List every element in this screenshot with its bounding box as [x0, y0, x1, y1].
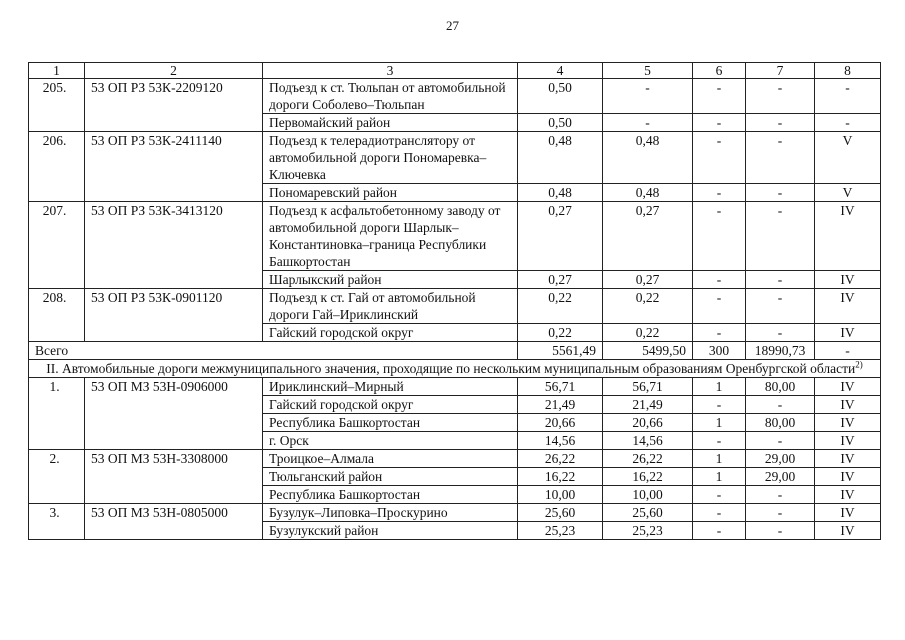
length-cell: 0,48 [518, 132, 603, 184]
length-cell: 21,49 [518, 396, 603, 414]
structures-length-cell: - [746, 114, 815, 132]
paved-length-cell: 0,22 [603, 324, 693, 342]
length-cell: 25,60 [518, 504, 603, 522]
category-cell: IV [815, 396, 881, 414]
category-cell: IV [815, 432, 881, 450]
length-cell: 56,71 [518, 378, 603, 396]
structures-count-cell: - [693, 202, 746, 271]
length-cell: 0,22 [518, 324, 603, 342]
paved-length-cell: 21,49 [603, 396, 693, 414]
length-cell: 26,22 [518, 450, 603, 468]
total-structures-length: 18990,73 [746, 342, 815, 360]
paved-length-cell: 0,48 [603, 184, 693, 202]
header-cell: 2 [85, 63, 263, 79]
category-cell: V [815, 184, 881, 202]
category-cell: IV [815, 289, 881, 324]
paved-length-cell: 26,22 [603, 450, 693, 468]
structures-count-cell: - [693, 486, 746, 504]
category-cell: IV [815, 202, 881, 271]
structures-length-cell: 29,00 [746, 468, 815, 486]
header-cell: 6 [693, 63, 746, 79]
structures-count-cell: - [693, 324, 746, 342]
total-paved-length: 5499,50 [603, 342, 693, 360]
structures-length-cell: - [746, 432, 815, 450]
road-name-cell: Республика Башкортостан [263, 414, 518, 432]
structures-length-cell: 29,00 [746, 450, 815, 468]
structures-count-cell: 1 [693, 414, 746, 432]
total-category: - [815, 342, 881, 360]
paved-length-cell: 0,27 [603, 202, 693, 271]
category-cell: IV [815, 324, 881, 342]
length-cell: 0,50 [518, 79, 603, 114]
road-name-cell: Подъезд к телерадиотранслятору от автомобильной дороги Пономаревка–Ключевка [263, 132, 518, 184]
structures-length-cell: - [746, 504, 815, 522]
paved-length-cell: - [603, 114, 693, 132]
roads-table [28, 62, 881, 540]
length-cell: 0,22 [518, 289, 603, 324]
structures-count-cell: - [693, 184, 746, 202]
total-length: 5561,49 [518, 342, 603, 360]
road-code-cell: 53 ОП РЗ 53К-2209120 [85, 79, 263, 132]
structures-count-cell: - [693, 132, 746, 184]
structures-count-cell: - [693, 271, 746, 289]
total-row [29, 342, 881, 360]
category-cell: - [815, 114, 881, 132]
table-row [29, 202, 881, 271]
structures-count-cell: - [693, 396, 746, 414]
category-cell: - [815, 79, 881, 114]
row-number-cell: 208. [29, 289, 85, 342]
road-name-cell: Республика Башкортостан [263, 486, 518, 504]
structures-length-cell: - [746, 486, 815, 504]
road-name-cell: Тюльганский район [263, 468, 518, 486]
structures-length-cell: 80,00 [746, 414, 815, 432]
category-cell: IV [815, 468, 881, 486]
length-cell: 25,23 [518, 522, 603, 540]
row-number-cell: 206. [29, 132, 85, 202]
table-row [29, 289, 881, 324]
length-cell: 0,48 [518, 184, 603, 202]
section-heading-row [29, 360, 881, 378]
table-row [29, 79, 881, 114]
footnote-mark: 2) [855, 359, 863, 370]
road-name-cell: Подъезд к асфальтобетонному заводу от автомобильной дороги Шарлык–Константиновка–граница Республики Башкортостан [263, 202, 518, 271]
road-code-cell: 53 ОП РЗ 53К-0901120 [85, 289, 263, 342]
road-code-cell: 53 ОП МЗ 53Н-0906000 [85, 378, 263, 450]
structures-length-cell: 80,00 [746, 378, 815, 396]
road-code-cell: 53 ОП РЗ 53К-2411140 [85, 132, 263, 202]
road-code-cell: 53 ОП МЗ 53Н-0805000 [85, 504, 263, 540]
category-cell: IV [815, 504, 881, 522]
structures-count-cell: - [693, 79, 746, 114]
total-structures-count: 300 [693, 342, 746, 360]
structures-count-cell: 1 [693, 468, 746, 486]
structures-count-cell: - [693, 522, 746, 540]
paved-length-cell: 0,27 [603, 271, 693, 289]
category-cell: V [815, 132, 881, 184]
road-name-cell: Троицкое–Алмала [263, 450, 518, 468]
road-code-cell: 53 ОП МЗ 53Н-3308000 [85, 450, 263, 504]
structures-length-cell: - [746, 396, 815, 414]
road-name-cell: Пономаревский район [263, 184, 518, 202]
length-cell: 10,00 [518, 486, 603, 504]
paved-length-cell: 10,00 [603, 486, 693, 504]
road-name-cell: Гайский городской округ [263, 324, 518, 342]
paved-length-cell: - [603, 79, 693, 114]
structures-count-cell: 1 [693, 450, 746, 468]
table-row [29, 450, 881, 468]
road-name-cell: г. Орск [263, 432, 518, 450]
header-cell: 7 [746, 63, 815, 79]
category-cell: IV [815, 271, 881, 289]
paved-length-cell: 0,48 [603, 132, 693, 184]
road-name-cell: Шарлыкский район [263, 271, 518, 289]
paved-length-cell: 56,71 [603, 378, 693, 396]
length-cell: 0,27 [518, 202, 603, 271]
structures-length-cell: - [746, 324, 815, 342]
table-row [29, 504, 881, 522]
structures-count-cell: - [693, 114, 746, 132]
total-label: Всего [29, 342, 518, 360]
structures-length-cell: - [746, 522, 815, 540]
structures-count-cell: - [693, 504, 746, 522]
paved-length-cell: 25,23 [603, 522, 693, 540]
structures-count-cell: - [693, 289, 746, 324]
row-number-cell: 205. [29, 79, 85, 132]
category-cell: IV [815, 378, 881, 396]
table-row [29, 378, 881, 396]
category-cell: IV [815, 450, 881, 468]
paved-length-cell: 16,22 [603, 468, 693, 486]
length-cell: 0,50 [518, 114, 603, 132]
row-number-cell: 3. [29, 504, 85, 540]
header-cell: 5 [603, 63, 693, 79]
structures-length-cell: - [746, 79, 815, 114]
length-cell: 16,22 [518, 468, 603, 486]
section-heading-cell [29, 360, 881, 378]
structures-count-cell: - [693, 432, 746, 450]
section-title: II. Автомобильные дороги межмуниципального значения, проходящие по нескольким муниципальным образованиям Оренбургской области [46, 361, 856, 376]
road-name-cell: Подъезд к ст. Гай от автомобильной дороги Гай–Ириклинский [263, 289, 518, 324]
structures-count-cell: 1 [693, 378, 746, 396]
category-cell: IV [815, 486, 881, 504]
page-number: 27 [446, 18, 459, 33]
structures-length-cell: - [746, 289, 815, 324]
paved-length-cell: 0,22 [603, 289, 693, 324]
structures-length-cell: - [746, 271, 815, 289]
structures-length-cell: - [746, 132, 815, 184]
road-name-cell: Подъезд к ст. Тюльпан от автомобильной дороги Соболево–Тюльпан [263, 79, 518, 114]
road-name-cell: Гайский городской округ [263, 396, 518, 414]
length-cell: 14,56 [518, 432, 603, 450]
table-row [29, 132, 881, 184]
road-name-cell: Ириклинский–Мирный [263, 378, 518, 396]
header-cell: 3 [263, 63, 518, 79]
paved-length-cell: 25,60 [603, 504, 693, 522]
structures-length-cell: - [746, 202, 815, 271]
road-name-cell: Бузулукский район [263, 522, 518, 540]
road-name-cell: Бузулук–Липовка–Проскурино [263, 504, 518, 522]
row-number-cell: 207. [29, 202, 85, 289]
structures-length-cell: - [746, 184, 815, 202]
length-cell: 0,27 [518, 271, 603, 289]
category-cell: IV [815, 414, 881, 432]
road-code-cell: 53 ОП РЗ 53К-3413120 [85, 202, 263, 289]
length-cell: 20,66 [518, 414, 603, 432]
road-name-cell: Первомайский район [263, 114, 518, 132]
header-row [29, 63, 881, 79]
paved-length-cell: 20,66 [603, 414, 693, 432]
roads-table-body [29, 63, 881, 540]
paved-length-cell: 14,56 [603, 432, 693, 450]
row-number-cell: 1. [29, 378, 85, 450]
header-cell: 1 [29, 63, 85, 79]
row-number-cell: 2. [29, 450, 85, 504]
header-cell: 4 [518, 63, 603, 79]
header-cell: 8 [815, 63, 881, 79]
category-cell: IV [815, 522, 881, 540]
